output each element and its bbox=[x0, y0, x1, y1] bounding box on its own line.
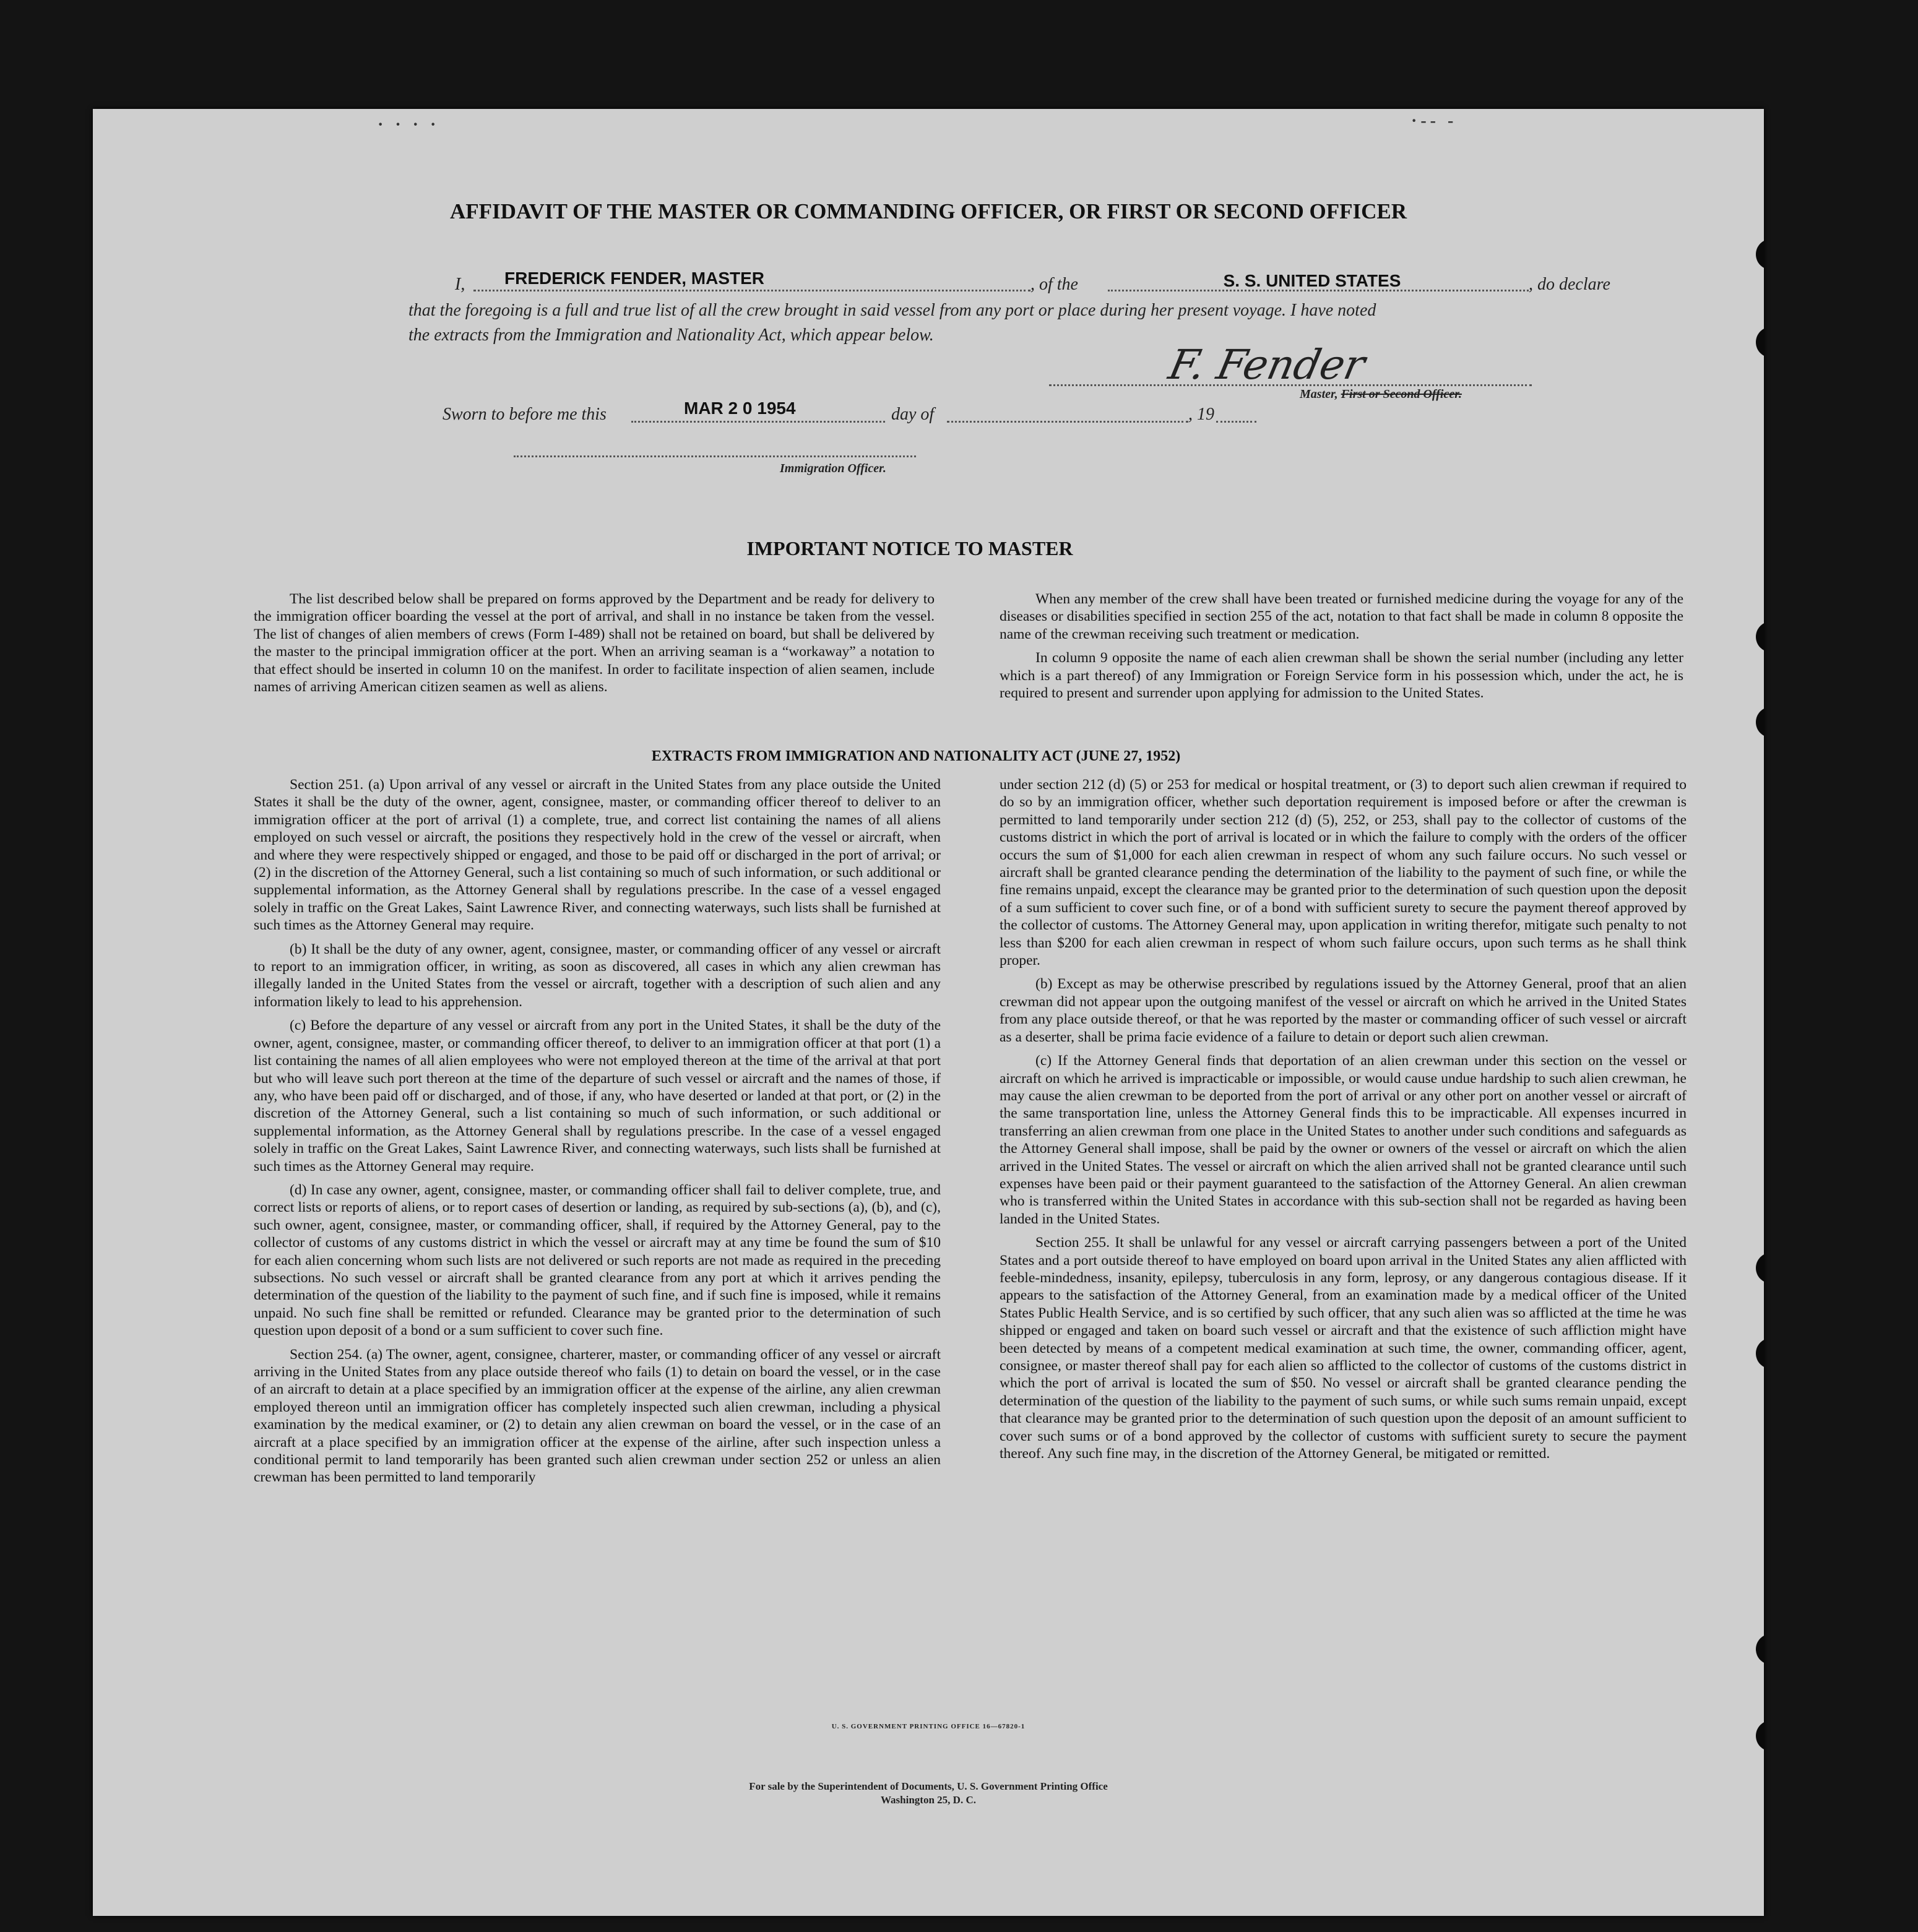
notice-heading: IMPORTANT NOTICE TO MASTER bbox=[746, 537, 1073, 559]
year-prefix: , 19 bbox=[1188, 405, 1214, 424]
signature-caption bbox=[1300, 387, 1462, 402]
do-declare-text: , do declare bbox=[1529, 275, 1610, 294]
section-254b: (b) Except as may be otherwise prescribed by regulations issued by the Attorney General, proof that an alien crewman did not appear upon the outgoing manifest of the vessel or aircraft on which he arrived in the United States from any place outside thereof, or that he was reported by the master or commanding officer of such vessel or aircraft as a deserter, shall be prima facie evidence of a failure to detain or deport such alien crewman. bbox=[1000, 976, 1687, 1045]
notice-left-column bbox=[254, 590, 935, 702]
binder-hole bbox=[1756, 327, 1764, 358]
binder-hole bbox=[1756, 239, 1764, 270]
scan-specks: ·-- - bbox=[1411, 111, 1458, 131]
notice-paragraph: The list described below shall be prepared on forms approved by the Department and be ready for delivery to the immigration officer boarding the vessel at the port of arrival, and shall in no instance be taken from the vessel. The list of changes of alien members of crews (Form I-489) shall not be retained on board, but shall be delivered by the master to the principal immigration officer at the port. When an arriving seaman is a “workaway” a notation to that effect should be inserted in column 10 on the manifest. In order to facilitate inspection of alien seamen, include names of arriving American citizen seamen as well as aliens. bbox=[254, 591, 935, 696]
immigration-officer-caption: Immigration Officer. bbox=[780, 462, 886, 475]
binder-hole bbox=[1756, 1634, 1764, 1665]
section-251c: (c) Before the departure of any vessel or aircraft from any port in the United States, it shall be the duty of the owner, agent, consignee, master, or commanding officer thereof, to deliver to an immigration officer at that port (1) a list containing the names of all alien employees who were not employed thereon at the time of the arrival at that port but who will leave such port thereon at the time of the departure of such vessel or aircraft and the names of those, if any, who have been paid off or discharged, and of those, if any, who have deserted or landed at that port, or (2) in the discretion of the Attorney General, such a list containing so much of such information, or such additional or supplemental information, as the Attorney General shall by regulations prescribe. In the case of a vessel engaged solely in traffic on the Great Lakes, Saint Lawrence River, and connecting waterways, such lists shall be furnished at such times as the Attorney General may require. bbox=[254, 1017, 941, 1175]
sworn-date-stamp: MAR 2 0 1954 bbox=[684, 399, 796, 418]
section-254a-continued: under section 212 (d) (5) or 253 for medical or hospital treatment, or (3) to deport such alien crewman if required to do so by an immigration officer, whether such deportation requirement is imposed before or after the crewman is permitted to land temporarily under section 212 (d) (5), 252, or 253, shall pay to the collector of customs of the customs district in which the port of arrival is located or in which the failure to comply with the orders of the officer occurs the sum of $1,000 for each alien crewman in respect of whom any such failure occurs. No such vessel or aircraft shall be granted clearance pending the determination of the liability to the payment of such fine, or while the fine remains unpaid, except the clearance may be granted prior to the determination of such question upon the deposit of a sum sufficient to cover such fine, or of a bond with sufficient surety to secure the payment thereof approved by the collector of customs. The Attorney General may, upon application in writing therefor, mitigate such penalty to not less than $200 for each alien crewman in respect of whom such failure occurs, upon such terms as he shall think proper. bbox=[1000, 777, 1687, 969]
month-field-line bbox=[947, 421, 1188, 423]
vessel-name-value: S. S. UNITED STATES bbox=[1223, 271, 1401, 290]
master-name-field-line bbox=[473, 290, 1030, 291]
notice-paragraph: When any member of the crew shall have been treated or furnished medicine during the voyage for any of the diseases or disabilities specified in section 255 of the act, notation to that fact shall be made in column 8 opposite the name of the crewman receiving such treatment or medication. bbox=[1000, 591, 1683, 642]
extracts-heading: EXTRACTS FROM IMMIGRATION AND NATIONALITY ACT (JUNE 27, 1952) bbox=[651, 748, 1181, 764]
binder-hole bbox=[1756, 1338, 1764, 1369]
section-254c: (c) If the Attorney General finds that deportation of an alien crewman under this section on the vessel or aircraft on which he arrived is impracticable or impossible, or would cause undue hardship to such alien crewman, he may cause the alien crewman to be deported from the port of arrival or any other port on another vessel or aircraft of the same transportation line, unless the Attorney General finds this to be impracticable. All expenses incurred in transferring an alien crewman from one place in the United States to another under such conditions and safeguards as the Attorney General shall impose, shall be paid by the owner or owners of the vessel or aircraft on which the alien arrived in the United States. The vessel or aircraft on which the alien arrived shall not be granted clearance until such expenses have been paid or their payment guaranteed to the satisfaction of the Attorney General. An alien crewman who is transferred within the United States in accordance with this sub-section shall not be regarded as having been landed in the United States. bbox=[1000, 1053, 1687, 1227]
sale-line-1: For sale by the Superintendent of Documents, U. S. Government Printing Office bbox=[749, 1780, 1108, 1792]
master-signature: F. Fender bbox=[1164, 341, 1370, 389]
section-254a: Section 254. (a) The owner, agent, consignee, charterer, master, or commanding officer of any vessel or aircraft arriving in the United States from any place outside thereof who fails (1) to detain on board the vessel, or in the case of an aircraft to detain at a place specified by an immigration officer at the expense of the airline, any alien crewman employed thereon until an immigration officer has completely inspected such alien crewman, including a physical examination by the medical examiner, or (2) to detain any alien crewman on board the vessel, or in the case of an aircraft at a place specified by an immigration officer at the expense of the airline, after such inspection unless a conditional permit to land temporarily has been granted such alien crewman under section 252 or unless an alien crewman has been permitted to land temporarily bbox=[254, 1346, 941, 1486]
caption-struck-officer: First or Second Officer. bbox=[1341, 387, 1462, 401]
sale-line-2: Washington 25, D. C. bbox=[881, 1794, 976, 1806]
extracts-left-column bbox=[254, 776, 941, 1493]
affidavit-page bbox=[93, 109, 1764, 1916]
signature-line bbox=[1049, 384, 1532, 386]
section-255: Section 255. It shall be unlawful for any vessel or aircraft carrying passengers between a port of the United States and a port outside thereof to have employed on board upon arrival in the United States any alien afflicted with feeble-mindedness, insanity, epilepsy, tuberculosis in any form, leprosy, or any dangerous contagious disease. If it appears to the satisfaction of the Attorney General, from an examination made by a medical officer of the United States Public Health Service, and is so certified by such officer, that any such alien was so afflicted at the time he was shipped or engaged and taken on board such vessel or aircraft and that the existence of such affliction might have been detected by means of a competent medical examination at such time, the owner, commanding officer, agent, consignee, or master thereof shall pay for each alien so afflicted to the collector of customs of the customs district in which the port of arrival is located the sum of $50. No vessel or aircraft shall be granted clearance pending the determination of the question of the liability to the payment of such sums, or while such sums remain unpaid, except that clearance may be granted prior to the determination of such question upon the deposit of an amount sufficient to cover such sums or of a bond approved by the collector of customs with sufficient surety to secure the payment thereof. Any such fine may, in the discretion of the Attorney General, be mitigated or remitted. bbox=[1000, 1235, 1687, 1462]
caption-master: Master, bbox=[1300, 387, 1338, 401]
section-251d: (d) In case any owner, agent, consignee, master, or commanding officer shall fail to deliver complete, true, and correct lists or reports of aliens, or to report cases of desertion or landing, as required by sub-sections (a), (b), and (c), such owner, agent, consignee, master, or commanding officer, shall, if required by the Attorney General, pay to the collector of customs of any customs district in which the vessel or aircraft may at any time be found the sum of $10 for each alien concerning whom such lists are not delivered or such reports are not made as required in the preceding subsections. No such vessel or aircraft shall be granted clearance from any port at which it arrives pending the determination of the question of the liability to the payment of such fine, and if such fine is imposed, while it remains unpaid. No such fine shall be remitted or refunded. Clearance may be granted prior to the determination of such question upon deposit of a bond or a sum sufficient to cover such fine. bbox=[254, 1181, 941, 1339]
sworn-date-field-line bbox=[631, 421, 885, 423]
notice-paragraph: In column 9 opposite the name of each alien crewman shall be shown the serial number (including any letter which is a part thereof) of any Immigration or Foreign Service form in his possession which, under the act, he is required to present and surrender upon applying for admission to the United States. bbox=[1000, 650, 1683, 702]
of-the-text: , of the bbox=[1030, 275, 1078, 294]
sworn-prefix: Sworn to before me this bbox=[443, 405, 607, 424]
binder-hole bbox=[1756, 1253, 1764, 1283]
binder-hole bbox=[1756, 621, 1764, 652]
printing-office-mark: U. S. GOVERNMENT PRINTING OFFICE 16—67820-1 bbox=[831, 1723, 1026, 1730]
scan-specks: · · · · bbox=[378, 115, 440, 134]
section-251b: (b) It shall be the duty of any owner, agent, consignee, master, or commanding officer of any vessel or aircraft to report to an immigration officer, in writing, as soon as discovered, all cases in which any alien crewman has illegally landed in the United States from the vessel or aircraft, together with a description of such alien and any information likely to lead to his apprehension. bbox=[254, 941, 941, 1010]
declaration-line-3: the extracts from the Immigration and Nationality Act, which appear below. bbox=[408, 326, 934, 345]
extracts-right-column bbox=[1000, 776, 1687, 1468]
declarant-prefix: I, bbox=[455, 275, 465, 294]
section-251a: Section 251. (a) Upon arrival of any vessel or aircraft in the United States from any place outside the United States it shall be the duty of the owner, agent, consignee, master, or commanding officer thereof to deliver to an immigration officer at the port of arrival (1) a complete, true, and correct list containing the names of all aliens employed on such vessel or aircraft, the positions they respectively hold in the crew of the vessel or aircraft, when and where they were respectively shipped or engaged, and those to be paid off or discharged in the port of arrival; or (2) in the discretion of the Attorney General, such a list containing so much of such information, or such additional or supplemental information, as the Attorney General shall by regulations prescribe. In the case of a vessel engaged solely in traffic on the Great Lakes, Saint Lawrence River, and connecting waterways, such lists shall be furnished at such times as the Attorney General may require. bbox=[254, 777, 941, 934]
year-field-line bbox=[1216, 421, 1256, 423]
master-name-value: FREDERICK FENDER, MASTER bbox=[504, 269, 765, 288]
declaration-line-2: that the foregoing is a full and true list of all the crew brought in said vessel from any port or place during her present voyage. I have noted bbox=[408, 301, 1376, 320]
day-of-text: day of bbox=[891, 405, 935, 424]
notice-right-column bbox=[1000, 590, 1683, 708]
affidavit-title: AFFIDAVIT OF THE MASTER OR COMMANDING OFFICER, OR FIRST OR SECOND OFFICER bbox=[450, 199, 1407, 223]
binder-hole bbox=[1756, 707, 1764, 738]
immigration-officer-line bbox=[514, 455, 916, 457]
